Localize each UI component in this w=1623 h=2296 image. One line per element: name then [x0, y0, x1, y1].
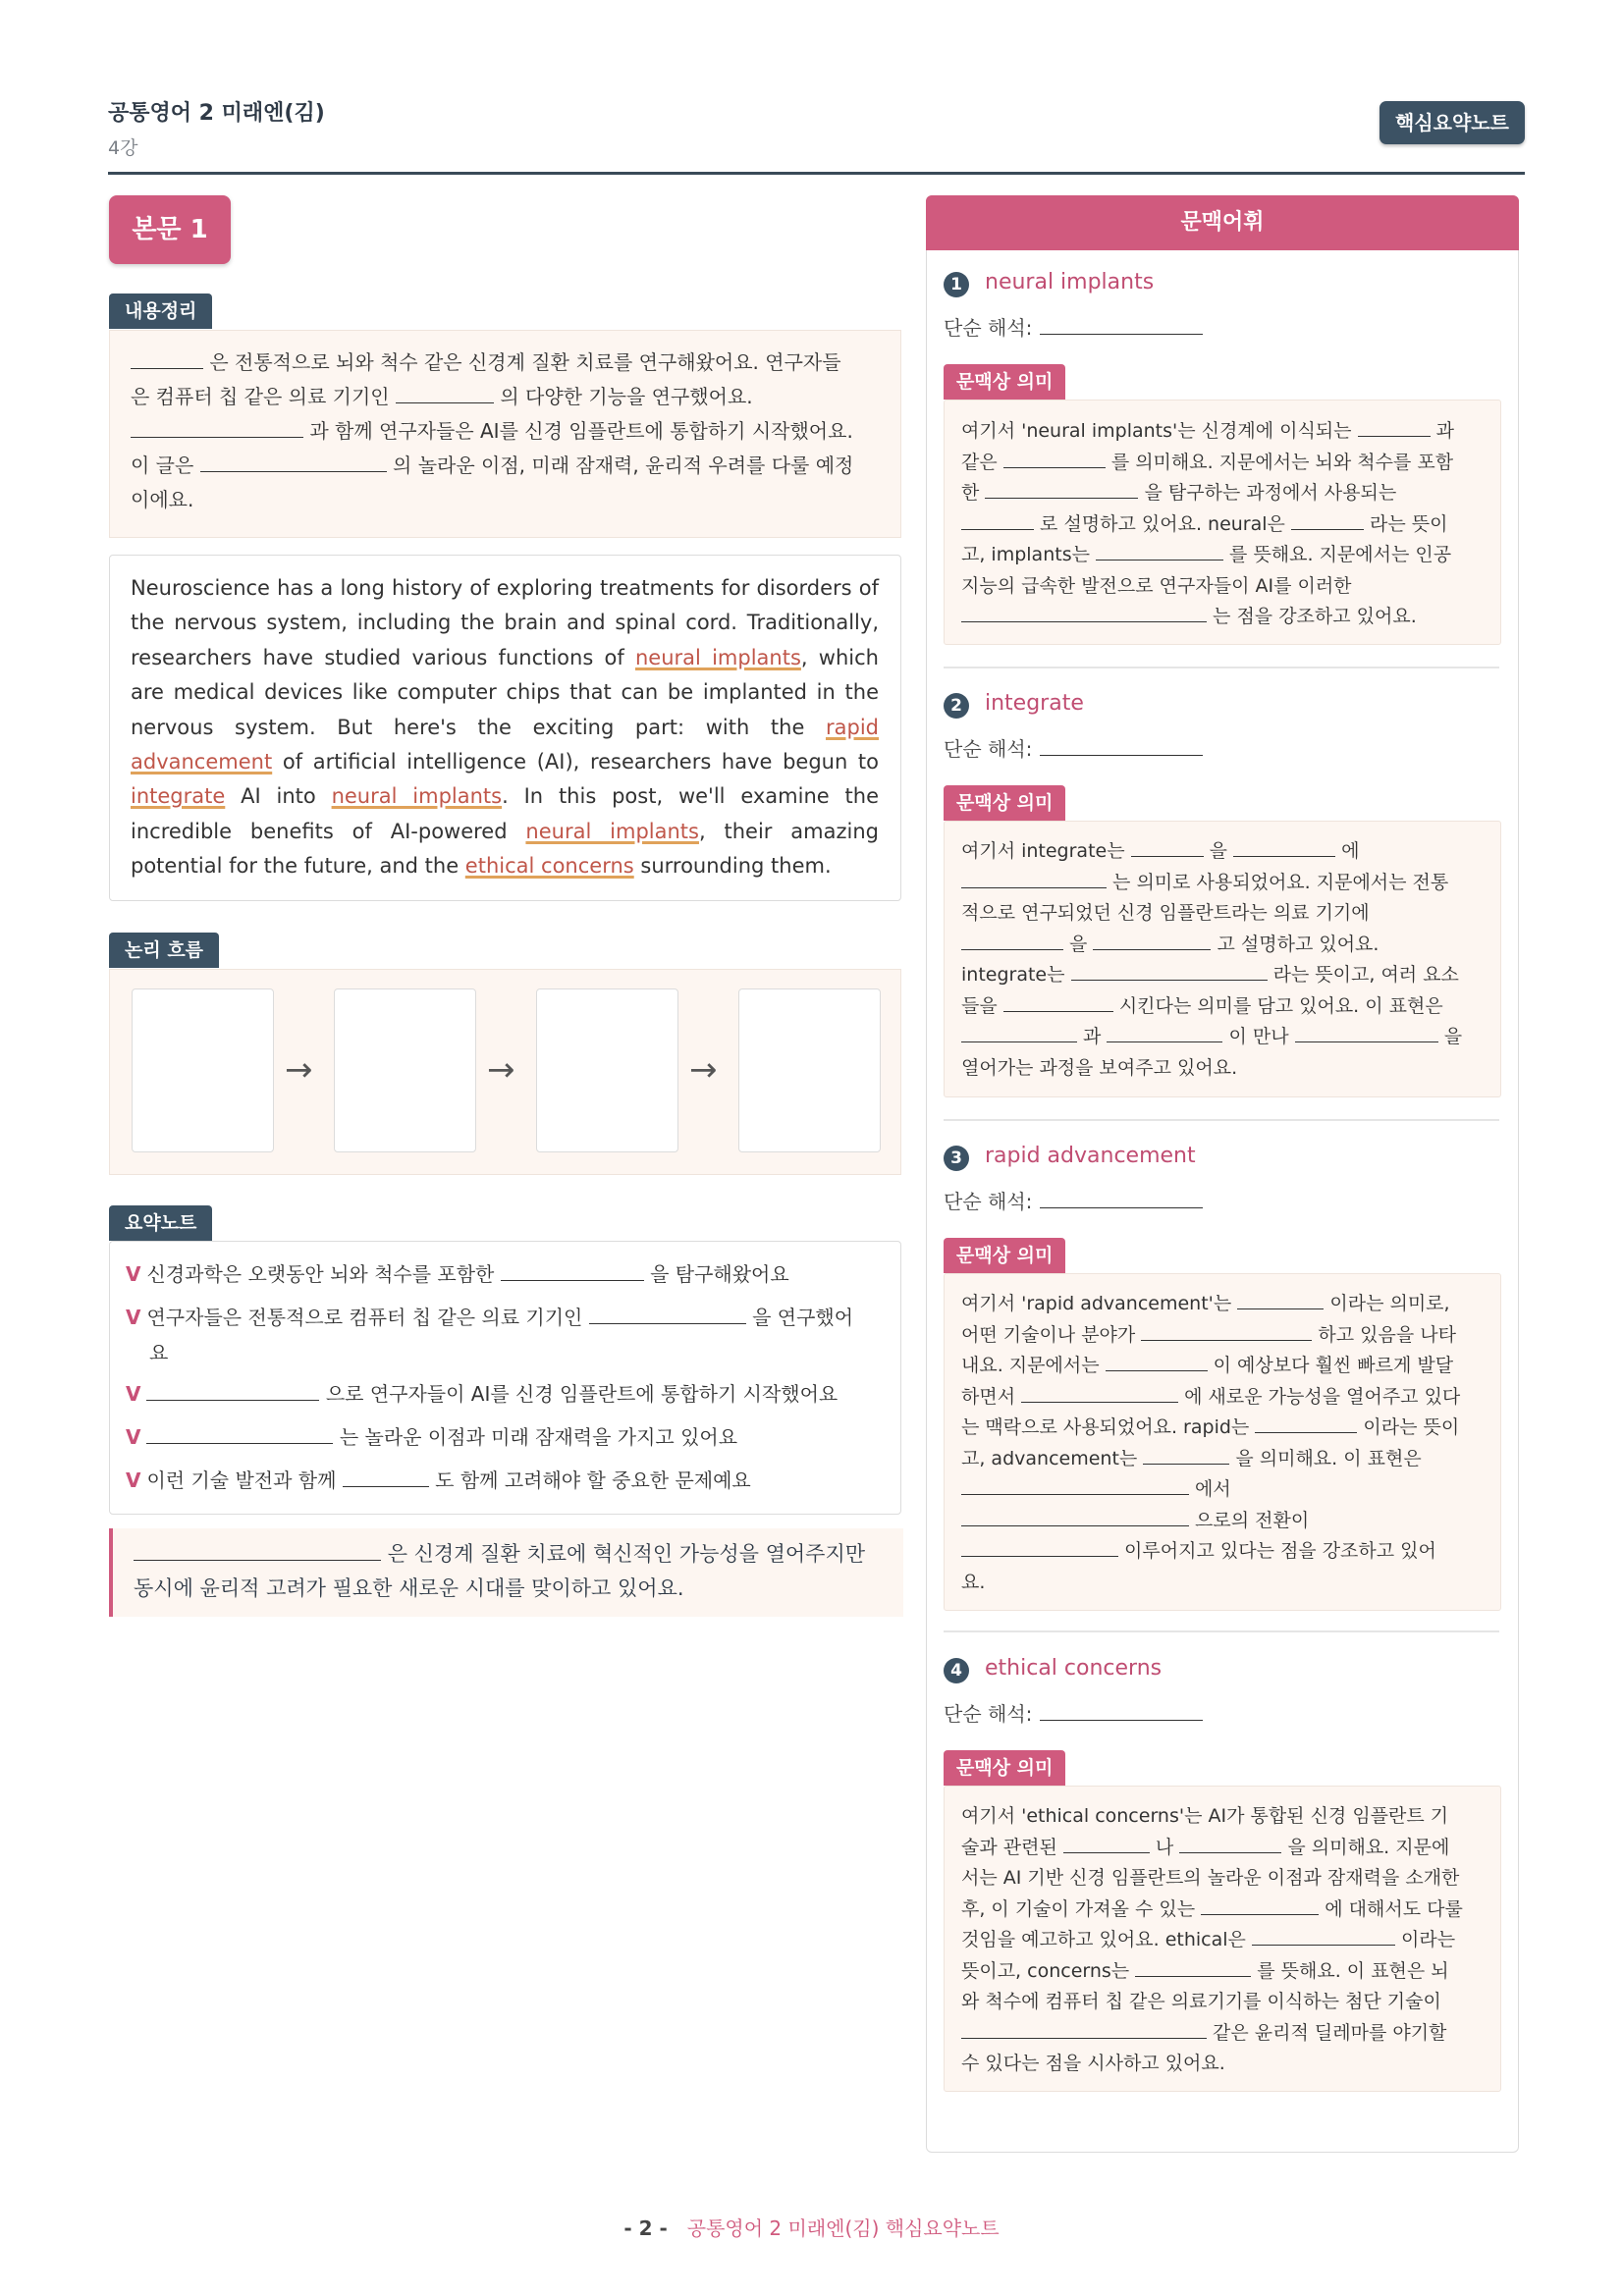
conclusion-text: 은 신경계 질환 치료에 혁신적인 가능성을 열어주지만 동시에 윤리적 고려가 필요한 새로운 시대를 맞이하고 있어요. [134, 1537, 880, 1606]
context-text: 여기서 'neural implants'는 신경계에 이식되는 과 같은 를 의미해요. 지문에서는 뇌와 척수를 포함 한 을 탐구하는 과정에서 사용되는 로 설명하고 있어요. neural은 라는 뜻이 고, implants는 를 뜻해요. 지문에서는 인공 지능의 급속한 발전으로 연구자들이 AI를 이러한 는 점을 강조하고 있어요. [961, 416, 1484, 633]
highlight-term: rapid advancement [131, 715, 879, 774]
divider [944, 667, 1499, 668]
flow-cell-2[interactable] [334, 988, 476, 1152]
item-number-badge: 1 [944, 272, 969, 297]
note-item: V 는 놀라운 이점과 미래 잠재력을 가지고 있어요 [126, 1425, 738, 1449]
vocab-term: rapid advancement [985, 1144, 1196, 1168]
context-text: 여기서 integrate는 을 에 는 의미로 사용되었어요. 지문에서는 전통 적으로 연구되었던 신경 임플란트라는 의료 기기에 을 고 설명하고 있어요. integrate는 라는 뜻이고, 여러 요소 들을 시킨다는 의미를 담고 있어요. 이 표현은 과 이 만나 을 열어가는 과정을 보여주고 있어요. [961, 836, 1484, 1084]
vocab-term: ethical concerns [985, 1656, 1163, 1681]
footer-title: 공통영어 2 미래엔(김) 핵심요약노트 [686, 2216, 1000, 2240]
document-title: 공통영어 2 미래엔(김) [108, 101, 325, 126]
summary-tag: 내용정리 [109, 294, 212, 329]
flow-tag: 논리 흐름 [109, 933, 219, 968]
item-number-badge: 3 [944, 1146, 969, 1171]
arrow-right-icon: → [285, 1050, 313, 1090]
context-meaning-tag: 문맥상 의미 [944, 1238, 1065, 1273]
highlight-term: neural implants [525, 819, 699, 843]
check-v-icon: V [126, 1306, 141, 1329]
context-meaning-tag: 문맥상 의미 [944, 364, 1065, 400]
flow-cell-3[interactable] [536, 988, 678, 1152]
highlight-term: integrate [131, 784, 226, 809]
note-item: V 이런 기술 발전과 함께 도 함께 고려해야 할 중요한 문제예요 [126, 1468, 751, 1492]
blank [131, 348, 203, 369]
note-item-cont: 요 [149, 1341, 169, 1364]
page-footer [0, 2213, 1623, 2241]
simple-translation: 단순 해석: [944, 1698, 1203, 1727]
item-number-badge: 2 [944, 693, 969, 719]
divider [944, 1119, 1499, 1121]
summary-text: 은 전통적으로 뇌와 척수 같은 신경계 질환 치료를 연구해왔어요. 연구자들 은 컴퓨터 칩 같은 의료 기기인 의 다양한 기능을 연구했어요. 과 함께 연구자들은 AI를 신경 임플란트에 통합하기 시작했어요. 이 글은 의 놀라운 이점, 미래 잠재력, 윤리적 우려를 다룰 예정 이에요. [131, 350, 854, 511]
highlight-term: neural implants [331, 784, 503, 809]
simple-translation: 단순 해석: [944, 733, 1203, 762]
check-v-icon: V [126, 1262, 141, 1286]
check-v-icon: V [126, 1425, 141, 1449]
item-number-badge: 4 [944, 1658, 969, 1683]
context-text: 여기서 'ethical concerns'는 AI가 통합된 신경 임플란트 기 술과 관련된 나 을 의미해요. 지문에 서는 AI 기반 신경 임플란트의 놀라운 이점과 잠재력을 소개한 후, 이 기술이 가져올 수 있는 에 대해서도 다룰 것임을 예고하고 있어요. ethical은 이라는 뜻이고, concerns는 를 뜻해요. 이 표현은 뇌 와 척수에 컴퓨터 칩 같은 의료기기를 이식하는 첨단 기술이 같은 윤리적 딜레마를 야기할 수 있다는 점을 시사하고 있어요. [961, 1805, 1463, 2074]
header-divider [108, 172, 1525, 175]
context-meaning-tag: 문맥상 의미 [944, 1750, 1065, 1786]
flow-cell-4[interactable] [738, 988, 881, 1152]
vocab-term: neural implants [985, 270, 1155, 294]
highlight-term: neural implants [634, 645, 801, 669]
passage-text: Neuroscience has a long history of exploring treatments for disorders of the nervous system, including the brain and spinal cord. Traditionally, researchers have studied various functions of neural implants, which are medical devices like computer chips that can be implanted in the nervous system. But here's the exciting part: with the rapid advancement of artificial intelligence (AI), researchers have begun to integrate AI into neural implants. In this post, we'll examine the incredible benefits of AI-powered neural implants, their amazing potential for the future, and the ethical concerns surrounding them. [131, 576, 879, 879]
highlight-term: ethical concerns [464, 854, 634, 879]
vocab-term: integrate [985, 691, 1084, 716]
arrow-right-icon: → [689, 1050, 718, 1090]
notes-tag: 요약노트 [109, 1205, 212, 1241]
note-item: V 연구자들은 전통적으로 컴퓨터 칩 같은 의료 기기인 을 연구했어 [126, 1306, 854, 1329]
lesson-label: 4강 [108, 137, 138, 159]
note-item: V 으로 연구자들이 AI를 신경 임플란트에 통합하기 시작했어요 [126, 1382, 839, 1406]
arrow-right-icon: → [487, 1050, 515, 1090]
blank [200, 452, 387, 472]
summary-note-badge: 핵심요약노트 [1380, 101, 1525, 144]
page-number: - 2 - [623, 2216, 668, 2240]
note-item: V 신경과학은 오랫동안 뇌와 척수를 포함한 을 탐구해왔어요 [126, 1262, 789, 1286]
context-meaning-tag: 문맥상 의미 [944, 785, 1065, 821]
simple-translation: 단순 해석: [944, 1186, 1203, 1214]
blank [396, 383, 494, 403]
vocab-header: 문맥어휘 [926, 195, 1519, 250]
flow-cell-1[interactable] [132, 988, 274, 1152]
divider [944, 1630, 1499, 1632]
context-text: 여기서 'rapid advancement'는 이라는 의미로, 어떤 기술이나 분야가 하고 있음을 나타 내요. 지문에서는 이 예상보다 훨씬 빠르게 발달 하면서 에 새로운 가능성을 열어주고 있다 는 맥락으로 사용되었어요. rapid는 이라는 뜻이 고, advancement는 을 의미해요. 이 표현은 에서 으로의 전환이 이루어지고 있다는 점을 강조하고 있어 요. [961, 1289, 1484, 1598]
blank [131, 417, 303, 438]
check-v-icon: V [126, 1468, 141, 1492]
check-v-icon: V [126, 1382, 141, 1406]
section-tag: 본문 1 [109, 195, 231, 264]
simple-translation: 단순 해석: [944, 312, 1203, 341]
